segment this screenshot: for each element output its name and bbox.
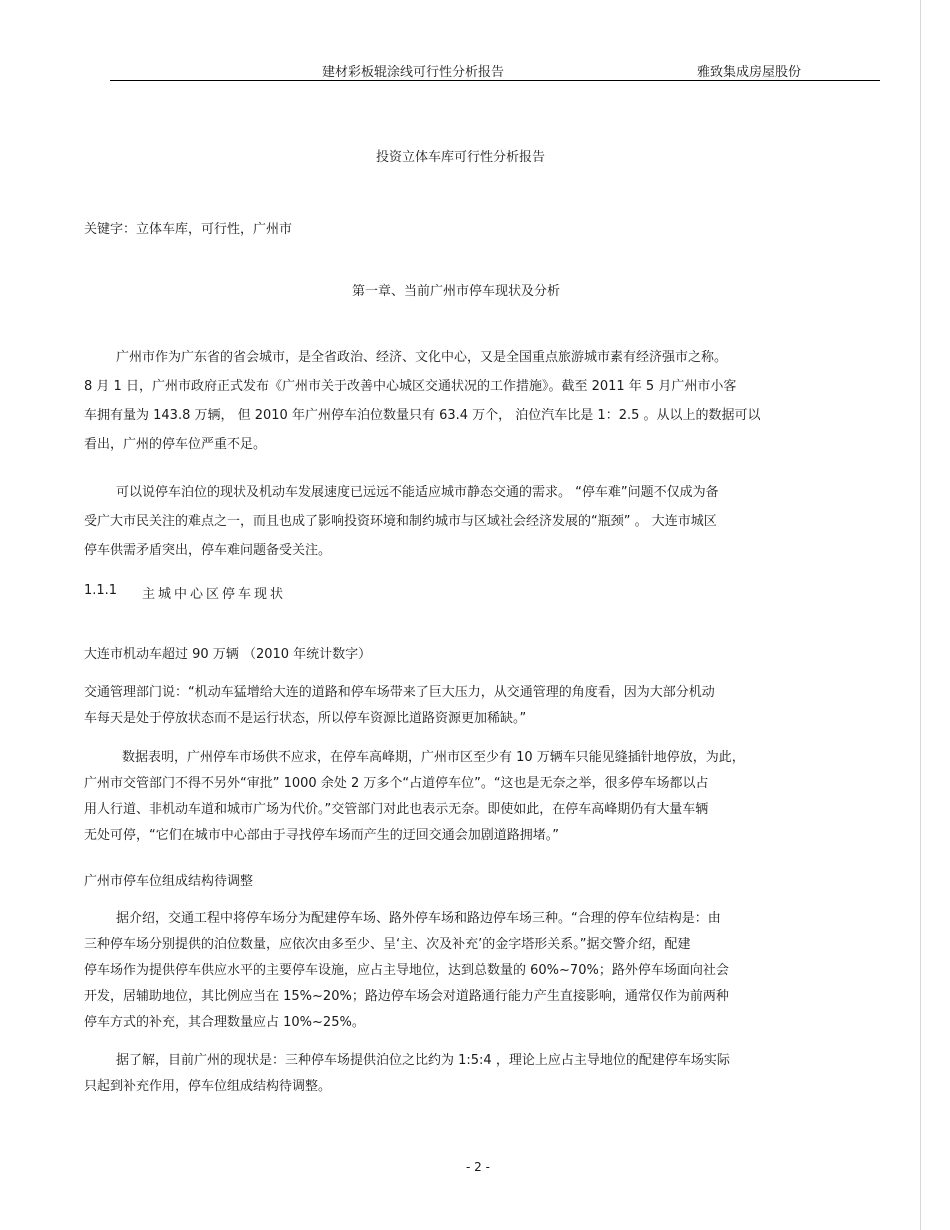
section-title: 主城中心区停车现状 [142,587,287,602]
page-edge-line [920,0,921,1230]
paragraph-line: 据介绍，交通工程中将停车场分为配建停车场、路外停车场和路边停车场三种。“合理的停车位结构是：由 [116,911,721,926]
paragraph-line: 开发，居辅助地位，其比例应当在 15%~20%；路边停车场会对道路通行能力产生直接影响，通常仅作为前两种 [84,989,729,1004]
running-header-company: 雅致集成房屋股份 [697,65,802,80]
keywords-line: 关键字：立体车库，可行性，广州市 [84,222,293,237]
paragraph-line: 受广大市民关注的难点之一，而且也成了影响投资环境和制约城市与区域社会经济发展的“瓶颈” 。 大连市城区 [84,514,717,529]
page-number: - 2 - [466,1160,490,1174]
paragraph-1 [84,343,761,459]
section-number: 1.1.1 [84,583,118,598]
paragraph-line: 交通管理部门说：“机动车猛增给大连的道路和停车场带来了巨大压力，从交通管理的角度看，因为大部分机动 [84,685,715,700]
paragraph-5 [84,906,729,1036]
paragraph-line: 广州市交管部门不得不另外“审批” 1000 余处 2 万多个“占道停车位”。“这也是无奈之举，很多停车场都以占 [84,776,709,791]
paragraph-line: 停车方式的补充，其合理数量应占 10%~25%。 [84,1015,365,1030]
paragraph-line: 车拥有量为 143.8 万辆， 但 2010 年广州停车泊位数量只有 63.4 万个， 泊位汽车比是 1：2.5 。从以上的数据可以 [84,408,761,423]
paragraph-3 [84,680,715,732]
paragraph-4 [84,745,745,849]
chapter-heading: 第一章、当前广州市停车现状及分析 [352,284,561,299]
paragraph-line: 可以说停车泊位的现状及机动车发展速度已远远不能适应城市静态交通的需求。 “停车难”问题不仅成为备 [116,485,719,500]
paragraph-line: 停车场作为提供停车供应水平的主要停车设施，应占主导地位，达到总数量的 60%~70%；路外停车场面向社会 [84,963,729,978]
paragraph-line: 广州市作为广东省的省会城市，是全省政治、经济、文化中心，又是全国重点旅游城市素有经济强市之称。 [116,350,728,365]
paragraph-line: 三种停车场分别提供的泊位数量，应依次由多至少、呈‘主、次及补充’的金字塔形关系。”据交警介绍，配建 [84,937,691,952]
header-rule [110,80,880,81]
paragraph-line: 车每天是处于停放状态而不是运行状态，所以停车资源比道路资源更加稀缺。” [84,711,527,726]
paragraph-6 [84,1048,730,1100]
paragraph-line: 无处可停，“它们在城市中心部由于寻找停车场而产生的迂回交通会加剧道路拥堵。” [84,828,559,843]
paragraph-line: 用人行道、非机动车道和城市广场为代价。”交管部门对此也表示无奈。即使如此，在停车高峰期仍有大量车辆 [84,802,709,817]
paragraph-line: 看出，广州的停车位严重不足。 [84,437,267,452]
paragraph-line: 停车供需矛盾突出，停车难问题备受关注。 [84,543,332,558]
paragraph-line: 只起到补充作用，停车位组成结构待调整。 [84,1079,332,1094]
running-header-title: 建材彩板辊涂线可行性分析报告 [322,65,505,80]
document-title: 投资立体车库可行性分析报告 [376,150,546,165]
vehicle-stat-line: 大连市机动车超过 90 万辆 （2010 年统计数字） [84,647,372,662]
paragraph-line: 据了解，目前广州的现状是：三种停车场提供泊位之比约为 1:5:4 ，理论上应占主导地位的配建停车场实际 [116,1053,730,1068]
paragraph-line: 数据表明，广州停车市场供不应求，在停车高峰期，广州市区至少有 10 万辆车只能见缝插针地停放，为此， [122,750,745,765]
paragraph-2 [84,478,719,565]
subheading: 广州市停车位组成结构待调整 [84,874,254,889]
paragraph-line: 8 月 1 日，广州市政府正式发布《广州市关于改善中心城区交通状况的工作措施》。截至 2011 年 5 月广州市小客 [84,379,737,394]
